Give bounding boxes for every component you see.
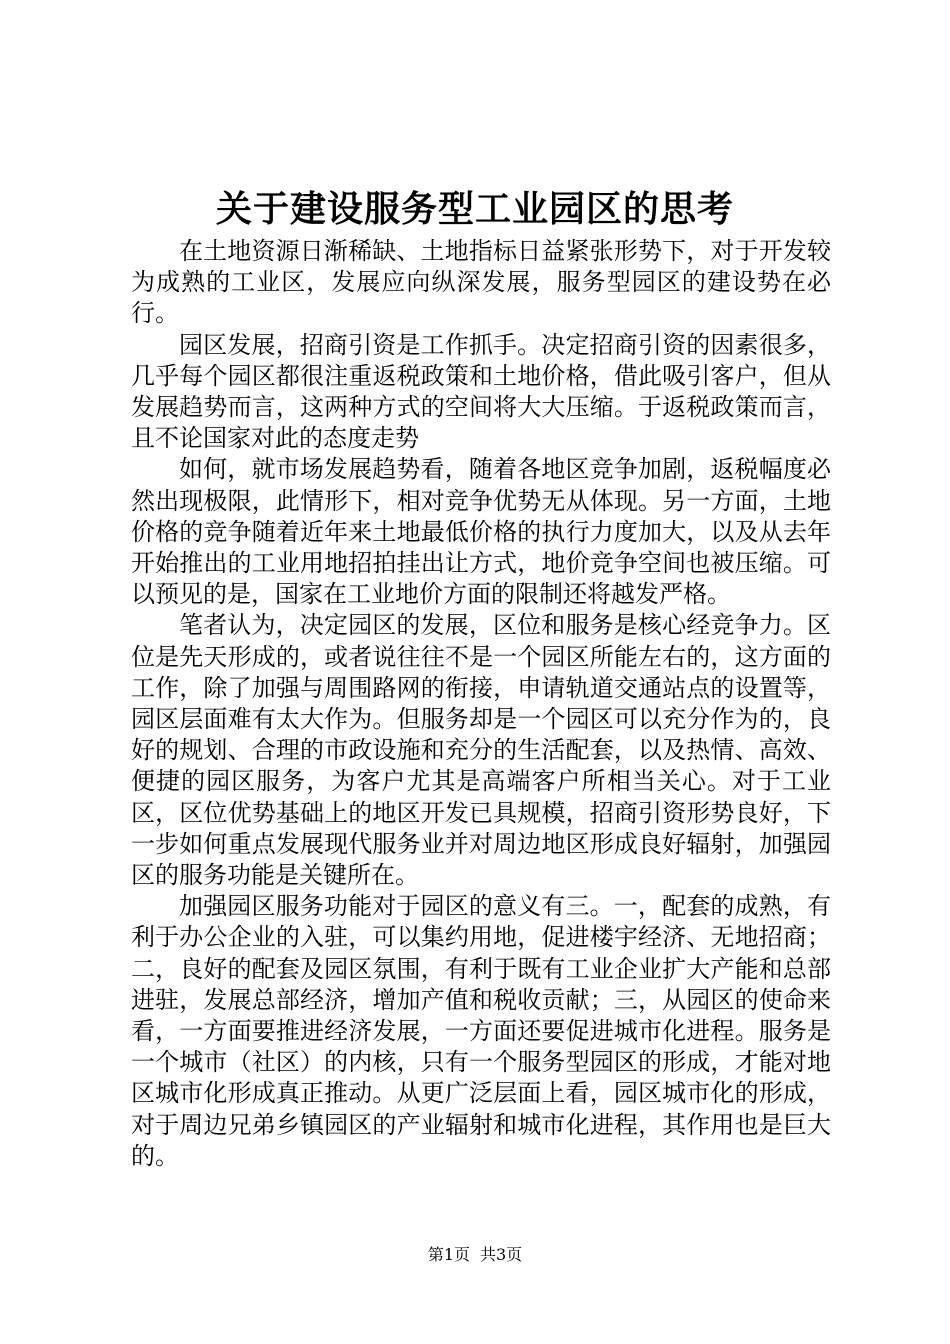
paragraph-4: 笔者认为，决定园区的发展，区位和服务是核心经竞争力。区位是先天形成的，或者说往往不是一个园区所能左右的，这方面的工作，除了加强与周围路网的衔接，申请轨道交通站点的设置等，园区层面难有太大作为。但服务却是一个园区可以充分作为的，良好的规划、合理的市政设施和充分的生活配套，以及热情、高效、便捷的园区服务，为客户尤其是高端客户所相当关心。对于工业区，区位优势基础上的地区开发已具规模，招商引资形势良好，下一步如何重点发展现代服务业并对周边地区形成良好辐射，加强园区的服务功能是关键所在。 bbox=[131, 611, 831, 890]
paragraph-2: 园区发展，招商引资是工作抓手。决定招商引资的因素很多，几乎每个园区都很注重返税政策和土地价格，借此吸引客户，但从发展趋势而言，这两种方式的空间将大大压缩。于返税政策而言，且不论国家对此的态度走势 bbox=[131, 330, 831, 453]
page-footer bbox=[0, 1243, 950, 1267]
page-number: 第1页 bbox=[427, 1245, 470, 1264]
document-title: 关于建设服务型工业园区的思考 bbox=[215, 188, 734, 230]
page-total: 共3页 bbox=[480, 1245, 523, 1264]
paragraph-1: 在土地资源日渐稀缺、土地指标日益紧张形势下，对于开发较为成熟的工业区，发展应向纵深发展，服务型园区的建设势在必行。 bbox=[131, 237, 831, 328]
paragraph-5: 加强园区服务功能对于园区的意义有三。一，配套的成熟，有利于办公企业的入驻，可以集约用地，促进楼宇经济、无地招商；二，良好的配套及园区氛围，有利于既有工业企业扩大产能和总部进驻，发展总部经济，增加产值和税收贡献；三，从园区的使命来看，一方面要推进经济发展，一方面还要促进城市化进程。服务是一个城市（社区）的内核，只有一个服务型园区的形成，才能对地区城市化形成真正推动。从更广泛层面上看，园区城市化的形成，对于周边兄弟乡镇园区的产业辐射和城市化进程，其作用也是巨大的。 bbox=[131, 892, 831, 1170]
document-body bbox=[131, 236, 831, 1172]
paragraph-3: 如何，就市场发展趋势看，随着各地区竞争加剧，返税幅度必然出现极限，此情形下，相对竞争优势无从体现。另一方面，土地价格的竞争随着近年来土地最低价格的执行力度加大，以及从去年开始推出的工业用地招拍挂出让方式，地价竞争空间也被压缩。可以预见的是，国家在工业地价方面的限制还将越发严格。 bbox=[131, 455, 831, 609]
